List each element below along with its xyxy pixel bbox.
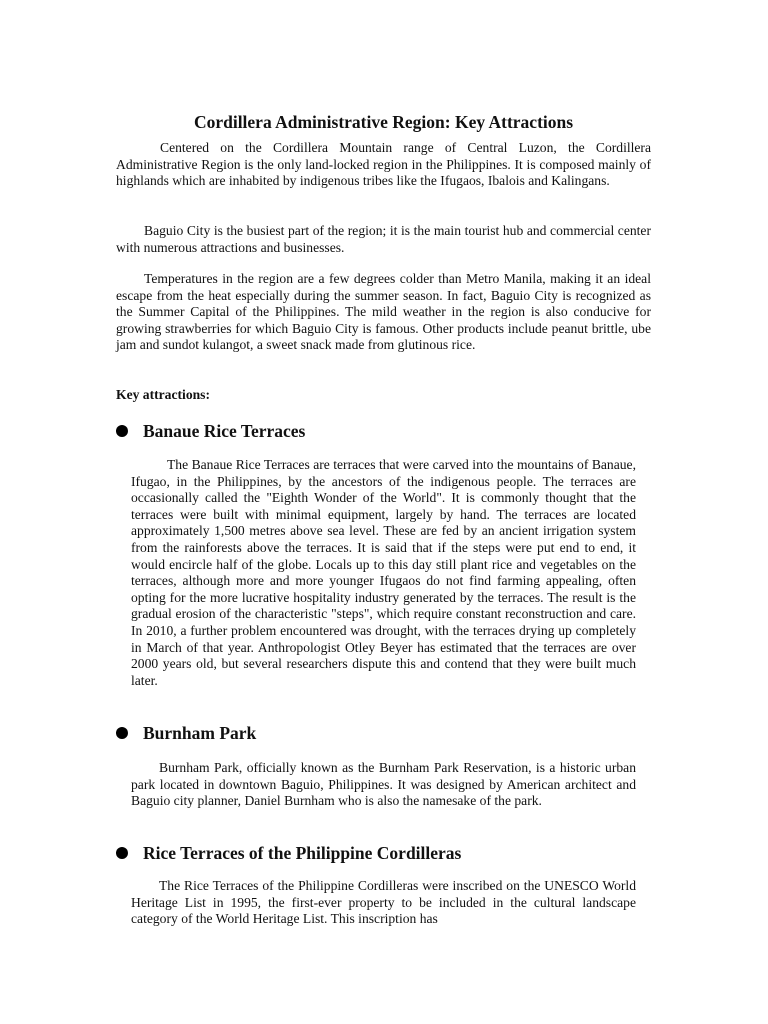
bullet-icon (116, 727, 128, 739)
intro-paragraph-3: Temperatures in the region are a few degrees colder than Metro Manila, making it an ideal escape from the heat especially during the summer season. In fact, Baguio City is recognized as the Summer Capital of the Philippines. The mild weather in the region is also conducive for growing strawberries for which Baguio City is famous. Other products include peanut brittle, ube jam and sundot kulangot, a sweet snack made from glutinous rice. (116, 271, 651, 353)
section-body-rice-terraces: The Rice Terraces of the Philippine Cordilleras were inscribed on the UNESCO World Heritage List in 1995, the first-ever property to be included in the cultural landscape category of the World Heritage List. This inscription has (131, 878, 636, 927)
key-attractions-label: Key attractions: (116, 387, 210, 402)
section-title: Burnham Park (143, 723, 257, 743)
section-heading-banaue (116, 419, 305, 443)
section-body-banaue: The Banaue Rice Terraces are terraces that were carved into the mountains of Banaue, Ifugao, in the Philippines, by the ancestors of the indigenous people. The terraces are occasionally called the "Eighth Wonder of the World". It is commonly thought that the terraces were built with minimal equipment, largely by hand. The terraces are located approximately 1,500 metres above sea level. These are fed by an ancient irrigation system from the rainforests above the terraces. It is said that if the steps were put end to end, it would encircle half of the globe. Locals up to this day still plant rice and vegetables on the terraces, although more and more younger Ifugaos do not find farming appealing, often opting for the more lucrative hospitality industry generated by the terraces. The result is the gradual erosion of the characteristic "steps", which require constant reconstruction and care. In 2010, a further problem encountered was drought, with the terraces drying up completely in March of that year. Anthropologist Otley Beyer has estimated that the terraces are over 2000 years old, but several researchers dispute this and contend that they were built much later. (131, 457, 636, 688)
section-heading-burnham (116, 721, 256, 745)
document-title: Cordillera Administrative Region: Key Attractions (193, 112, 574, 132)
section-body-burnham: Burnham Park, officially known as the Burnham Park Reservation, is a historic urban park located in downtown Baguio, Philippines. It was designed by American architect and Baguio city planner, Daniel Burnham who is also the namesake of the park. (131, 760, 636, 809)
bullet-icon (116, 847, 128, 859)
bullet-icon (116, 425, 128, 437)
section-title: Banaue Rice Terraces (143, 421, 306, 441)
section-heading-rice-terraces (116, 841, 461, 865)
intro-paragraph-1: Centered on the Cordillera Mountain range of Central Luzon, the Cordillera Administrative Region is the only land-locked region in the Philippines. It is composed mainly of highlands which are inhabited by indigenous tribes like the Ifugaos, Ibalois and Kalingans. (116, 140, 651, 189)
intro-paragraph-2: Baguio City is the busiest part of the region; it is the main tourist hub and commercial center with numerous attractions and businesses. (116, 223, 651, 255)
section-title: Rice Terraces of the Philippine Cordilleras (143, 843, 462, 863)
